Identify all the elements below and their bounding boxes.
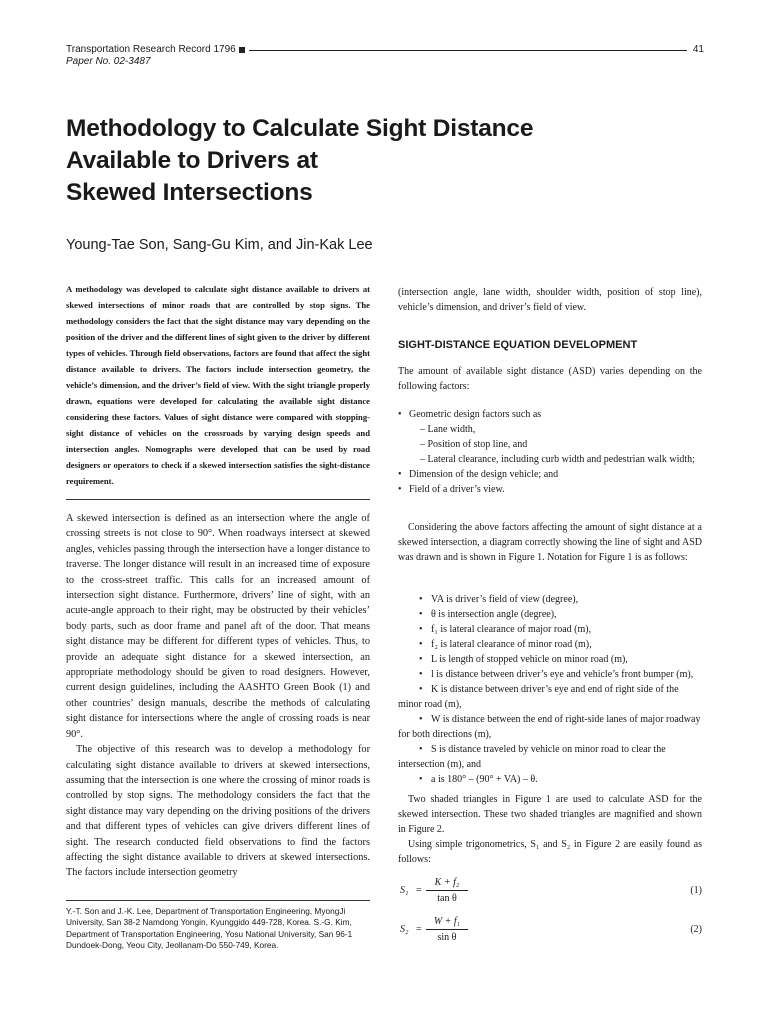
list-item: – Lateral clearance, including curb width and pedestrian walk width; [420,454,695,465]
list-item: – Lane width, [420,424,476,435]
title-line-2: Available to Drivers at [66,147,318,174]
body-paragraph: Considering the above factors affecting the amount of sight distance at a skewed intersection, a diagram correctly showing the line of sight and ASD was drawn and is shown in Figure 1. Notation for Figure 1 is as follows: [398,522,702,563]
page-number: 41 [692,44,704,55]
list-item: • l is distance between driver’s eye and vehicle’s front bumper (m), [398,667,702,682]
shaded-triangles-text [398,792,702,867]
introduction-text [66,511,370,881]
section-heading: SIGHT-DISTANCE EQUATION DEVELOPMENT [398,339,638,351]
header-square-icon [239,47,245,53]
body-paragraph: The amount of available sight distance (ASD) varies depending on the following factors: [398,366,702,392]
body-paragraph: Two shaded triangles in Figure 1 are used to calculate ASD for the skewed intersection. These two shaded triangles are magnified and shown in Figure 2. [398,794,702,835]
list-item: • f₂ is lateral clearance of minor road (m), [398,637,702,652]
fraction-numerator: W + f₁ [426,915,468,930]
list-item: • Field of a driver’s view. [398,482,702,497]
considering-paragraph [398,520,702,565]
fraction-denominator: sin θ [437,932,457,943]
running-header [66,44,704,68]
equation-number: (2) [690,924,702,935]
asd-intro [398,364,702,394]
abstract [66,281,370,489]
authors: Young-Tae Son, Sang-Gu Kim, and Jin-Kak Lee [66,237,373,253]
header-line [66,44,704,56]
list-item: • L is length of stopped vehicle on minor road (m), [398,652,702,667]
equation-2 [398,915,702,945]
title-line-1: Methodology to Calculate Sight Distance [66,115,534,142]
list-item: • VA is driver’s field of view (degree), [398,592,702,607]
equation-1 [398,876,702,906]
equation-number: (1) [690,885,702,896]
equation-lhs: S₁ [400,885,409,896]
fraction-numerator: K + f₂ [426,876,468,891]
author-footnote: Y.-T. Son and J.-K. Lee, Department of Transportation Engineering, MyongJi University, San 38-2 Namdong Yongin, Kyunggido 449-728, Korea. S.-G. Kim, Department of Transportation Engineering, Yosu National University, San 96-1 Dundoek-Dong, Yeou City, Jeollanam-Do 550-749, Korea. [66,906,353,950]
list-item: – Position of stop line, and [420,439,528,450]
equals-sign: = [416,885,422,896]
list-item: • a is 180° – (90° + VA) – θ. [398,772,702,787]
list-item: • θ is intersection angle (degree), [398,607,702,622]
paper-title [66,113,686,209]
equation-fraction [426,876,468,905]
fraction-denominator: tan θ [437,893,457,904]
equation-fraction [426,915,468,944]
body-paragraph: The objective of this research was to develop a methodology for calculating sight distance available to drivers at skewed intersections, assuming that the intersection is one where the crossing of minor roads is controlled by stop signs. The methodology considers the fact that the sight distance may vary depending on the driving positions of the drivers and that different types of vehicles can give drivers different lines of sight. The research conducted field observations to find the factors affecting the sight distance available to drivers at skewed intersections. The factors include intersection geometry [66,744,370,879]
abstract-text: A methodology was developed to calculate sight distance available to drivers at skewed intersections of minor roads that are controlled by stop signs. The methodology considers the fact that the sight distance may vary depending on the position of the driver and the different lines of sight given to the driver by different types of vehicles. Through field observations, factors are found that affect the sight distance available to drivers. The factors include intersection geometry, the vehicle’s dimension, and the driver’s field of view. With the sight triangle properly drawn, equations were developed for calculating the available sight distance considering these factors. Values of sight distance were compared with stopping-sight distance of vehicles on the crossroads by varying design speeds and intersection angles. Nomographs were developed that can be used by road designers or operators to check if a skewed intersection satisfies the sight-distance requirement. [66,284,370,486]
paper-number: Paper No. 02-3487 [66,56,151,67]
list-item: • Geometric design factors such as [398,407,702,422]
list-item: • S is distance traveled by vehicle on minor road to clear the intersection (m), and [398,742,702,772]
equals-sign: = [416,924,422,935]
factor-list [398,407,702,497]
list-item: • K is distance between driver’s eye and end of right side of the minor road (m), [398,682,702,712]
body-paragraph: (intersection angle, lane width, shoulder width, position of stop line), vehicle’s dimension, and driver’s field of view. [398,287,702,313]
equation-lhs: S₂ [400,924,409,935]
footnote-divider [66,900,370,901]
body-paragraph: Using simple trigonometrics, S₁ and S₂ in Figure 2 are easily found as follows: [398,839,702,865]
title-line-3: Skewed Intersections [66,179,313,206]
list-item: • f₁ is lateral clearance of major road (m), [398,622,702,637]
journal-name: Transportation Research Record 1796 [66,44,236,55]
list-item: • Dimension of the design vehicle; and [398,467,702,482]
header-rule [249,50,687,51]
list-item: • W is distance between the end of right-side lanes of major roadway for both directions (m), [398,712,702,742]
continued-paragraph [398,285,702,315]
abstract-divider [66,499,370,500]
body-paragraph: A skewed intersection is defined as an intersection where the angle of crossing streets is not close to 90°. When roadways intersect at skewed angles, vehicles passing through the intersection have a longer distance to traverse. The longer distance will result in an increased time of exposure to the cross-street traffic. This calls for an increased amount of intersection sight distance. Furthermore, drivers’ line of sight, with an acute-angle approach to their right, may be obstructed by their vehicles’ body parts, such as door frame and panel aft of the door. That means sight distance may be different for different types of vehicles. Thus, to provide an adequate sight distance for a skewed intersection, an appropriate methodology should be given to road designers. However, current design guidelines, including the AASHTO Green Book (1) and other countries’ design manuals, describe the methods of calculating sight distance for intersections where the angle of crossing roads is near 90°. [66,513,370,740]
notation-list [398,592,702,787]
